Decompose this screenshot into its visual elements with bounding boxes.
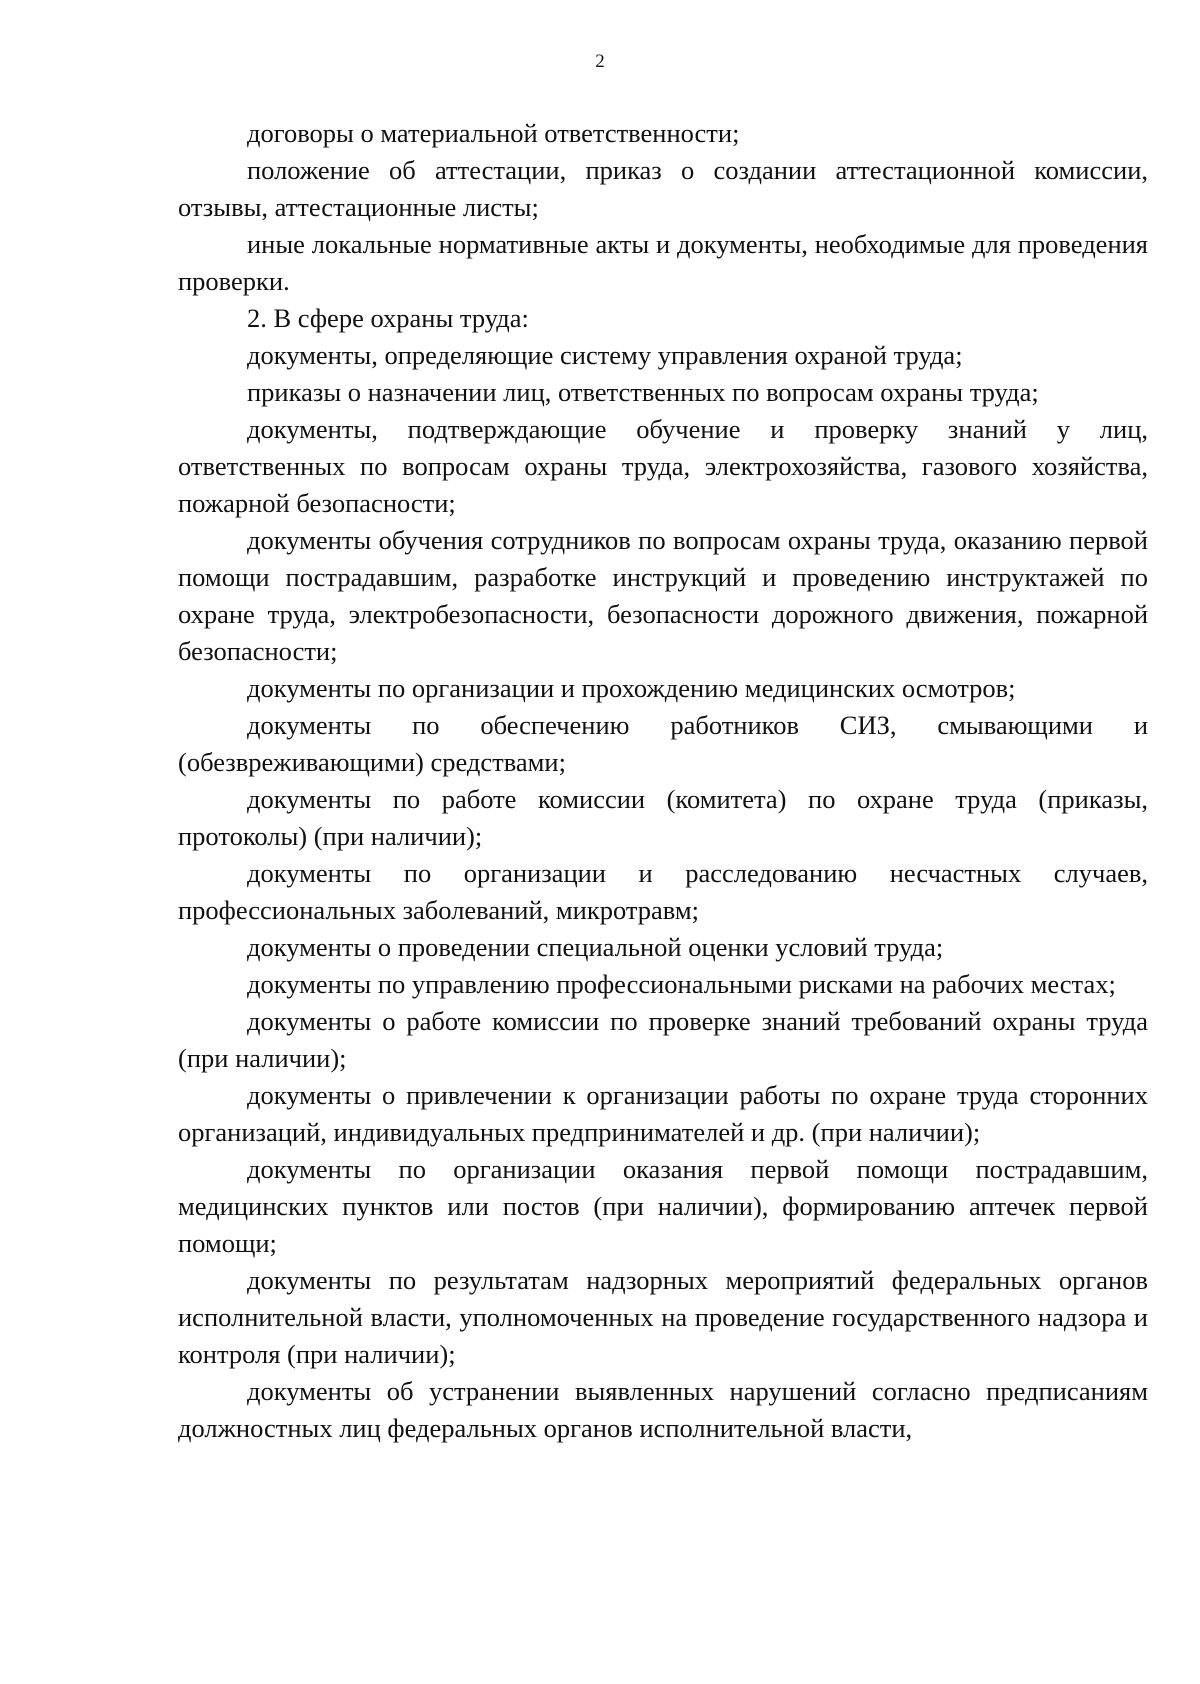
paragraph: документы по управлению профессиональными рисками на рабочих местах;	[247, 969, 1116, 999]
paragraph: документы по работе комиссии (комитета) по охране труда (приказы, протоколы) (при наличии);	[178, 784, 1148, 851]
paragraph: договоры о материальной ответственности;	[247, 118, 740, 148]
section-heading: 2. В сфере охраны труда:	[247, 303, 529, 333]
paragraph: документы по организации оказания первой помощи пострадавшим, медицинских пунктов или постов (при наличии), формированию аптечек первой помощи;	[178, 1154, 1148, 1258]
paragraph: документы, определяющие систему управления охраной труда;	[247, 340, 963, 370]
paragraph: документы о привлечении к организации работы по охране труда сторонних организаций, индивидуальных предпринимателей и др. (при наличии);	[178, 1080, 1148, 1147]
document-body	[178, 115, 1148, 1447]
paragraph: документы по обеспечению работников СИЗ, смывающими и (обезвреживающими) средствами;	[178, 710, 1148, 777]
paragraph: документы, подтверждающие обучение и проверку знаний у лиц, ответственных по вопросам охраны труда, электрохозяйства, газового хозяйства, пожарной безопасности;	[178, 414, 1148, 518]
paragraph: документы по результатам надзорных мероприятий федеральных органов исполнительной власти, уполномоченных на проведение государственного надзора и контроля (при наличии);	[178, 1265, 1148, 1369]
page-number: 2	[595, 51, 605, 72]
paragraph: иные локальные нормативные акты и документы, необходимые для проведения проверки.	[178, 229, 1148, 296]
paragraph: документы по организации и прохождению медицинских осмотров;	[247, 673, 1016, 703]
paragraph: документы обучения сотрудников по вопросам охраны труда, оказанию первой помощи пострадавшим, разработке инструкций и проведению инструктажей по охране труда, электробезопасности, безопасности дорожного движения, пожарной безопасности;	[178, 525, 1148, 666]
paragraph: документы о работе комиссии по проверке знаний требований охраны труда (при наличии);	[178, 1006, 1148, 1073]
paragraph: документы о проведении специальной оценки условий труда;	[247, 932, 944, 962]
paragraph: приказы о назначении лиц, ответственных по вопросам охраны труда;	[247, 377, 1039, 407]
paragraph: документы по организации и расследованию несчастных случаев, профессиональных заболеваний, микротравм;	[178, 858, 1148, 925]
paragraph: положение об аттестации, приказ о создании аттестационной комиссии, отзывы, аттестационные листы;	[178, 155, 1148, 222]
paragraph: документы об устранении выявленных нарушений согласно предписаниям должностных лиц федеральных органов исполнительной власти,	[178, 1376, 1148, 1443]
